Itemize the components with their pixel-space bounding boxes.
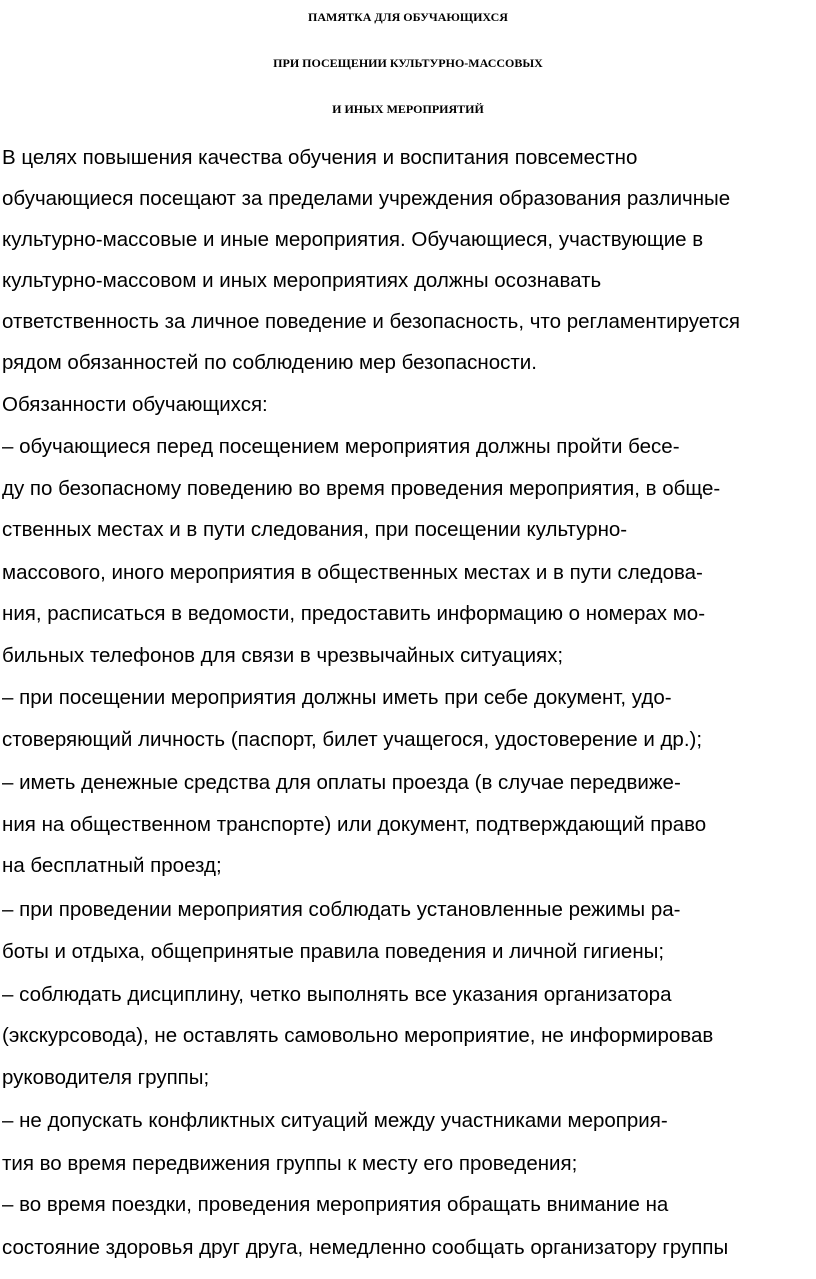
body-line-13: бильных телефонов для связи в чрезвычайных ситуациях; — [2, 644, 564, 667]
body-line-21: – соблюдать дисциплину, четко выполнять все указания организатора — [2, 983, 672, 1006]
body-line-9: ду по безопасному поведению во время проведения мероприятия, в обще- — [2, 477, 721, 500]
body-line-14: – при посещении мероприятия должны иметь при себе документ, удо- — [2, 686, 672, 709]
body-line-5: ответственность за личное поведение и безопасность, что регламентируется — [2, 310, 740, 333]
body-line-11: массового, иного мероприятия в общественных местах и в пути следова- — [2, 561, 703, 584]
body-line-3: культурно-массовые и иные мероприятия. Обучающиеся, участвующие в — [2, 228, 704, 251]
body-line-23: руководителя группы; — [2, 1066, 210, 1089]
body-line-7: Обязанности обучающихся: — [2, 393, 268, 416]
body-line-12: ния, расписаться в ведомости, предоставить информацию о номерах мо- — [2, 602, 706, 625]
body-line-2: обучающиеся посещают за пределами учреждения образования различные — [2, 187, 731, 210]
body-line-15: стоверяющий личность (паспорт, билет учащегося, удостоверение и др.); — [2, 728, 703, 751]
body-line-24: – не допускать конфликтных ситуаций между участниками мероприя- — [2, 1109, 668, 1132]
body-line-17: ния на общественном транспорте) или документ, подтверждающий право — [2, 813, 707, 836]
body-line-27: состояние здоровья друг друга, немедленно сообщать организатору группы — [2, 1236, 729, 1259]
document-title-line-2: ПРИ ПОСЕЩЕНИИ КУЛЬТУРНО-МАССОВЫХ — [273, 56, 543, 70]
body-line-10: ственных местах и в пути следования, при посещении культурно- — [2, 518, 628, 541]
body-line-20: боты и отдыха, общепринятые правила поведения и личной гигиены; — [2, 940, 665, 963]
body-line-18: на бесплатный проезд; — [2, 854, 222, 877]
document-title-line-3: И ИНЫХ МЕРОПРИЯТИЙ — [332, 102, 484, 116]
body-line-8: – обучающиеся перед посещением мероприятия должны пройти бесе- — [2, 435, 680, 458]
body-line-6: рядом обязанностей по соблюдению мер безопасности. — [2, 351, 537, 374]
body-line-26: – во время поездки, проведения мероприятия обращать внимание на — [2, 1193, 669, 1216]
body-line-25: тия во время передвижения группы к месту его проведения; — [2, 1152, 578, 1175]
body-line-19: – при проведении мероприятия соблюдать установленные режимы ра- — [2, 898, 681, 921]
body-line-16: – иметь денежные средства для оплаты проезда (в случае передвиже- — [2, 771, 681, 794]
body-line-22: (экскурсовода), не оставлять самовольно мероприятие, не информировав — [2, 1024, 714, 1047]
body-line-1: В целях повышения качества обучения и воспитания повсеместно — [2, 146, 638, 169]
document-title-line-1: ПАМЯТКА ДЛЯ ОБУЧАЮЩИХСЯ — [308, 10, 508, 24]
body-line-4: культурно-массовом и иных мероприятиях должны осознавать — [2, 269, 602, 292]
